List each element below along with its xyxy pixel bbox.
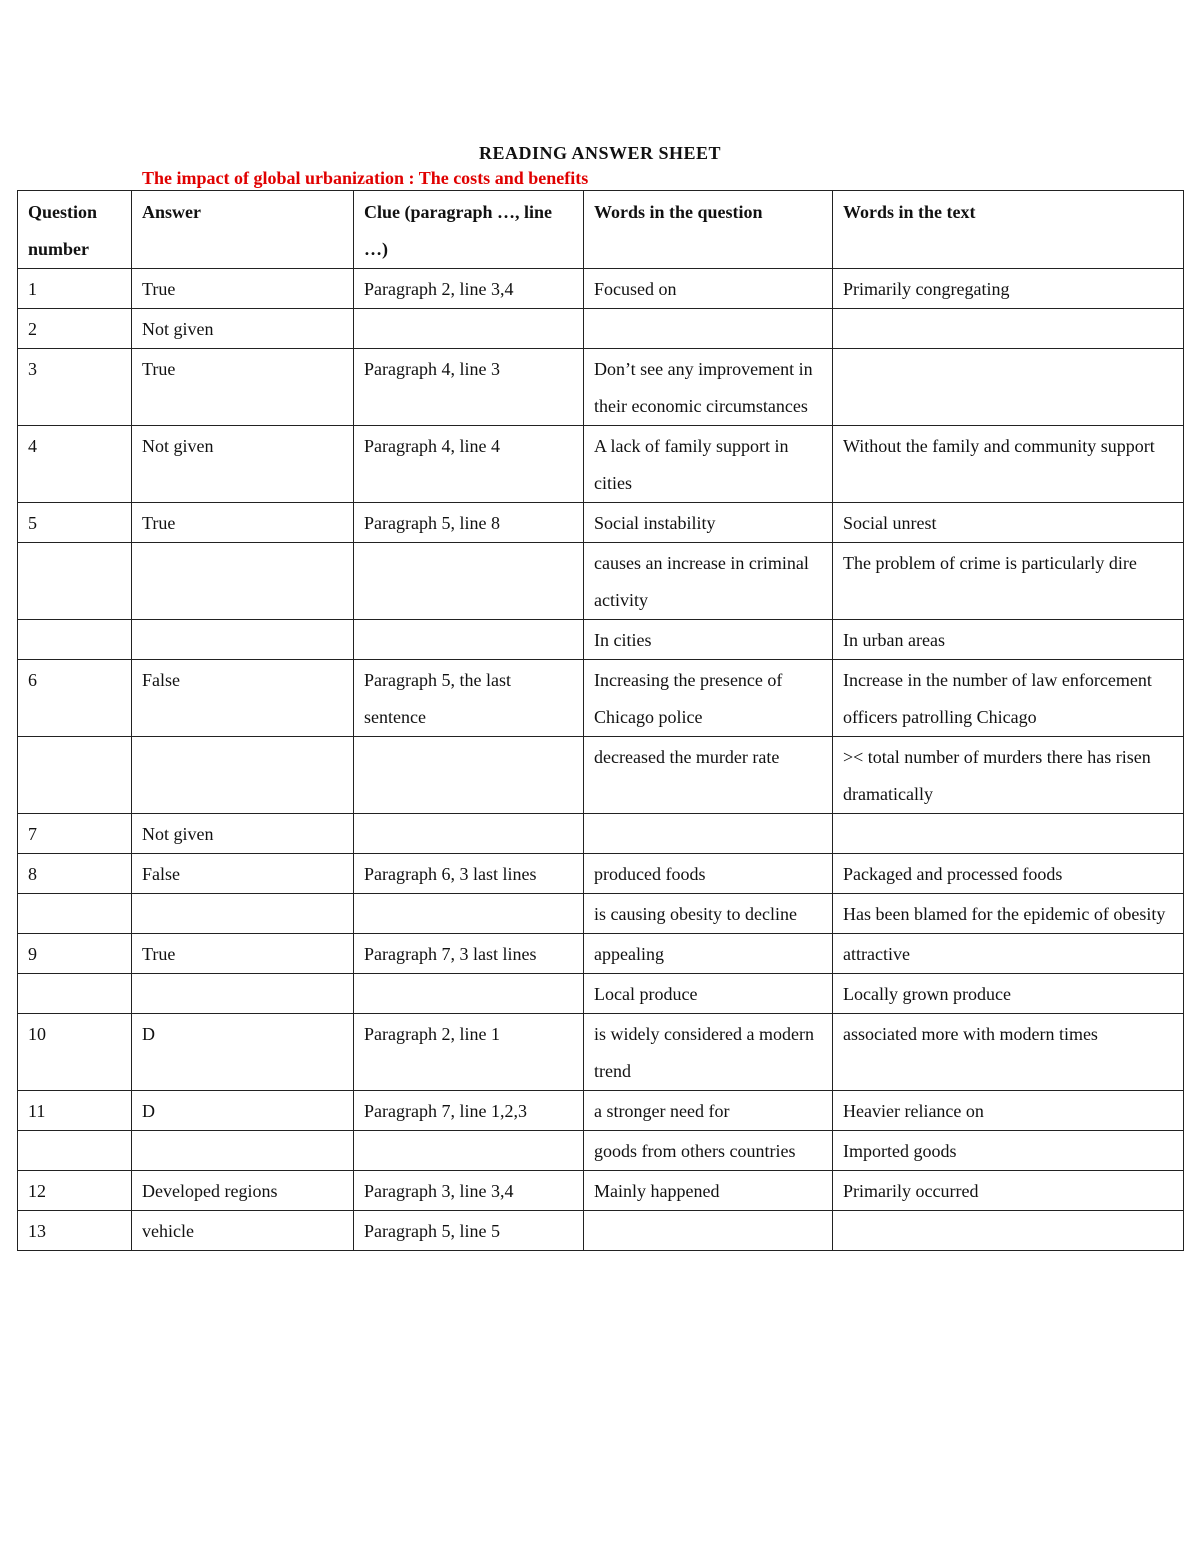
table-row bbox=[18, 660, 1184, 737]
cell-question-number: 1 bbox=[18, 269, 132, 309]
cell-answer bbox=[132, 974, 354, 1014]
cell-question-number: 2 bbox=[18, 309, 132, 349]
cell-answer: Developed regions bbox=[132, 1171, 354, 1211]
cell-answer: False bbox=[132, 854, 354, 894]
table-row bbox=[18, 503, 1184, 543]
cell-words-in-question: In cities bbox=[584, 620, 833, 660]
cell-words-in-question: causes an increase in criminal activity bbox=[584, 543, 833, 620]
cell-words-in-text: Heavier reliance on bbox=[833, 1091, 1184, 1131]
cell-words-in-text: Social unrest bbox=[833, 503, 1184, 543]
cell-clue bbox=[354, 737, 584, 814]
header-answer: Answer bbox=[132, 191, 354, 269]
cell-words-in-text: Without the family and community support bbox=[833, 426, 1184, 503]
cell-words-in-text: Locally grown produce bbox=[833, 974, 1184, 1014]
cell-words-in-text: Primarily occurred bbox=[833, 1171, 1184, 1211]
cell-words-in-question: Don’t see any improvement in their economic circumstances bbox=[584, 349, 833, 426]
cell-answer: Not given bbox=[132, 814, 354, 854]
table-row bbox=[18, 349, 1184, 426]
cell-clue: Paragraph 7, 3 last lines bbox=[354, 934, 584, 974]
cell-answer bbox=[132, 543, 354, 620]
cell-clue: Paragraph 5, line 5 bbox=[354, 1211, 584, 1251]
cell-words-in-question: Local produce bbox=[584, 974, 833, 1014]
cell-question-number: 7 bbox=[18, 814, 132, 854]
cell-clue bbox=[354, 620, 584, 660]
cell-words-in-text bbox=[833, 349, 1184, 426]
cell-question-number: 11 bbox=[18, 1091, 132, 1131]
cell-question-number: 8 bbox=[18, 854, 132, 894]
cell-answer: True bbox=[132, 934, 354, 974]
table-row bbox=[18, 1131, 1184, 1171]
cell-words-in-question: appealing bbox=[584, 934, 833, 974]
cell-words-in-question bbox=[584, 1211, 833, 1251]
table-row bbox=[18, 620, 1184, 660]
cell-question-number: 4 bbox=[18, 426, 132, 503]
table-row bbox=[18, 894, 1184, 934]
cell-question-number bbox=[18, 620, 132, 660]
cell-clue: Paragraph 5, the last sentence bbox=[354, 660, 584, 737]
cell-question-number bbox=[18, 974, 132, 1014]
cell-words-in-text: Imported goods bbox=[833, 1131, 1184, 1171]
cell-clue bbox=[354, 1131, 584, 1171]
cell-answer: D bbox=[132, 1091, 354, 1131]
cell-clue bbox=[354, 894, 584, 934]
table-row bbox=[18, 814, 1184, 854]
cell-question-number bbox=[18, 543, 132, 620]
table-row bbox=[18, 1091, 1184, 1131]
table-row bbox=[18, 269, 1184, 309]
table-body bbox=[18, 269, 1184, 1251]
table-row bbox=[18, 1171, 1184, 1211]
cell-words-in-text: The problem of crime is particularly dire bbox=[833, 543, 1184, 620]
cell-words-in-question: A lack of family support in cities bbox=[584, 426, 833, 503]
header-clue: Clue (paragraph …, line …) bbox=[354, 191, 584, 269]
cell-answer: True bbox=[132, 503, 354, 543]
cell-question-number: 6 bbox=[18, 660, 132, 737]
cell-words-in-question bbox=[584, 814, 833, 854]
cell-words-in-text: Packaged and processed foods bbox=[833, 854, 1184, 894]
answer-table bbox=[17, 190, 1184, 1251]
cell-words-in-text bbox=[833, 1211, 1184, 1251]
cell-answer bbox=[132, 620, 354, 660]
cell-clue: Paragraph 4, line 4 bbox=[354, 426, 584, 503]
table-row bbox=[18, 737, 1184, 814]
cell-words-in-text: Primarily congregating bbox=[833, 269, 1184, 309]
cell-clue: Paragraph 5, line 8 bbox=[354, 503, 584, 543]
cell-words-in-question: decreased the murder rate bbox=[584, 737, 833, 814]
cell-question-number: 9 bbox=[18, 934, 132, 974]
cell-question-number: 10 bbox=[18, 1014, 132, 1091]
header-words-in-question: Words in the question bbox=[584, 191, 833, 269]
cell-clue: Paragraph 6, 3 last lines bbox=[354, 854, 584, 894]
cell-words-in-question bbox=[584, 309, 833, 349]
cell-words-in-text: >< total number of murders there has risen dramatically bbox=[833, 737, 1184, 814]
document-subtitle: The impact of global urbanization : The costs and benefits bbox=[142, 168, 589, 188]
cell-question-number: 13 bbox=[18, 1211, 132, 1251]
cell-answer: False bbox=[132, 660, 354, 737]
cell-words-in-text bbox=[833, 814, 1184, 854]
cell-words-in-question: Increasing the presence of Chicago police bbox=[584, 660, 833, 737]
table-row bbox=[18, 1211, 1184, 1251]
cell-answer: Not given bbox=[132, 309, 354, 349]
cell-clue: Paragraph 4, line 3 bbox=[354, 349, 584, 426]
cell-words-in-text bbox=[833, 309, 1184, 349]
cell-words-in-question: is causing obesity to decline bbox=[584, 894, 833, 934]
table-row bbox=[18, 426, 1184, 503]
cell-answer: True bbox=[132, 269, 354, 309]
cell-answer: True bbox=[132, 349, 354, 426]
cell-words-in-text: attractive bbox=[833, 934, 1184, 974]
table-row bbox=[18, 974, 1184, 1014]
document-title: READING ANSWER SHEET bbox=[478, 143, 722, 163]
cell-question-number bbox=[18, 894, 132, 934]
cell-words-in-question: Focused on bbox=[584, 269, 833, 309]
cell-clue: Paragraph 7, line 1,2,3 bbox=[354, 1091, 584, 1131]
cell-words-in-text: In urban areas bbox=[833, 620, 1184, 660]
cell-words-in-question: Social instability bbox=[584, 503, 833, 543]
cell-words-in-question: goods from others countries bbox=[584, 1131, 833, 1171]
table-row bbox=[18, 309, 1184, 349]
cell-question-number bbox=[18, 737, 132, 814]
cell-words-in-question: Mainly happened bbox=[584, 1171, 833, 1211]
table-row bbox=[18, 934, 1184, 974]
header-row bbox=[18, 191, 1184, 269]
cell-answer bbox=[132, 894, 354, 934]
cell-question-number: 3 bbox=[18, 349, 132, 426]
cell-words-in-text: associated more with modern times bbox=[833, 1014, 1184, 1091]
table-row bbox=[18, 543, 1184, 620]
cell-words-in-question: a stronger need for bbox=[584, 1091, 833, 1131]
cell-answer: D bbox=[132, 1014, 354, 1091]
cell-question-number: 12 bbox=[18, 1171, 132, 1211]
cell-question-number bbox=[18, 1131, 132, 1171]
cell-clue bbox=[354, 543, 584, 620]
cell-clue: Paragraph 2, line 1 bbox=[354, 1014, 584, 1091]
cell-clue bbox=[354, 974, 584, 1014]
table-row bbox=[18, 1014, 1184, 1091]
cell-words-in-question: produced foods bbox=[584, 854, 833, 894]
cell-clue bbox=[354, 309, 584, 349]
cell-clue bbox=[354, 814, 584, 854]
table-row bbox=[18, 854, 1184, 894]
header-question-number: Question number bbox=[18, 191, 132, 269]
cell-words-in-text: Increase in the number of law enforcement officers patrolling Chicago bbox=[833, 660, 1184, 737]
cell-answer bbox=[132, 737, 354, 814]
cell-clue: Paragraph 3, line 3,4 bbox=[354, 1171, 584, 1211]
cell-answer: Not given bbox=[132, 426, 354, 503]
cell-words-in-question: is widely considered a modern trend bbox=[584, 1014, 833, 1091]
cell-question-number: 5 bbox=[18, 503, 132, 543]
cell-answer: vehicle bbox=[132, 1211, 354, 1251]
cell-clue: Paragraph 2, line 3,4 bbox=[354, 269, 584, 309]
cell-words-in-text: Has been blamed for the epidemic of obesity bbox=[833, 894, 1184, 934]
cell-answer bbox=[132, 1131, 354, 1171]
header-words-in-text: Words in the text bbox=[833, 191, 1184, 269]
